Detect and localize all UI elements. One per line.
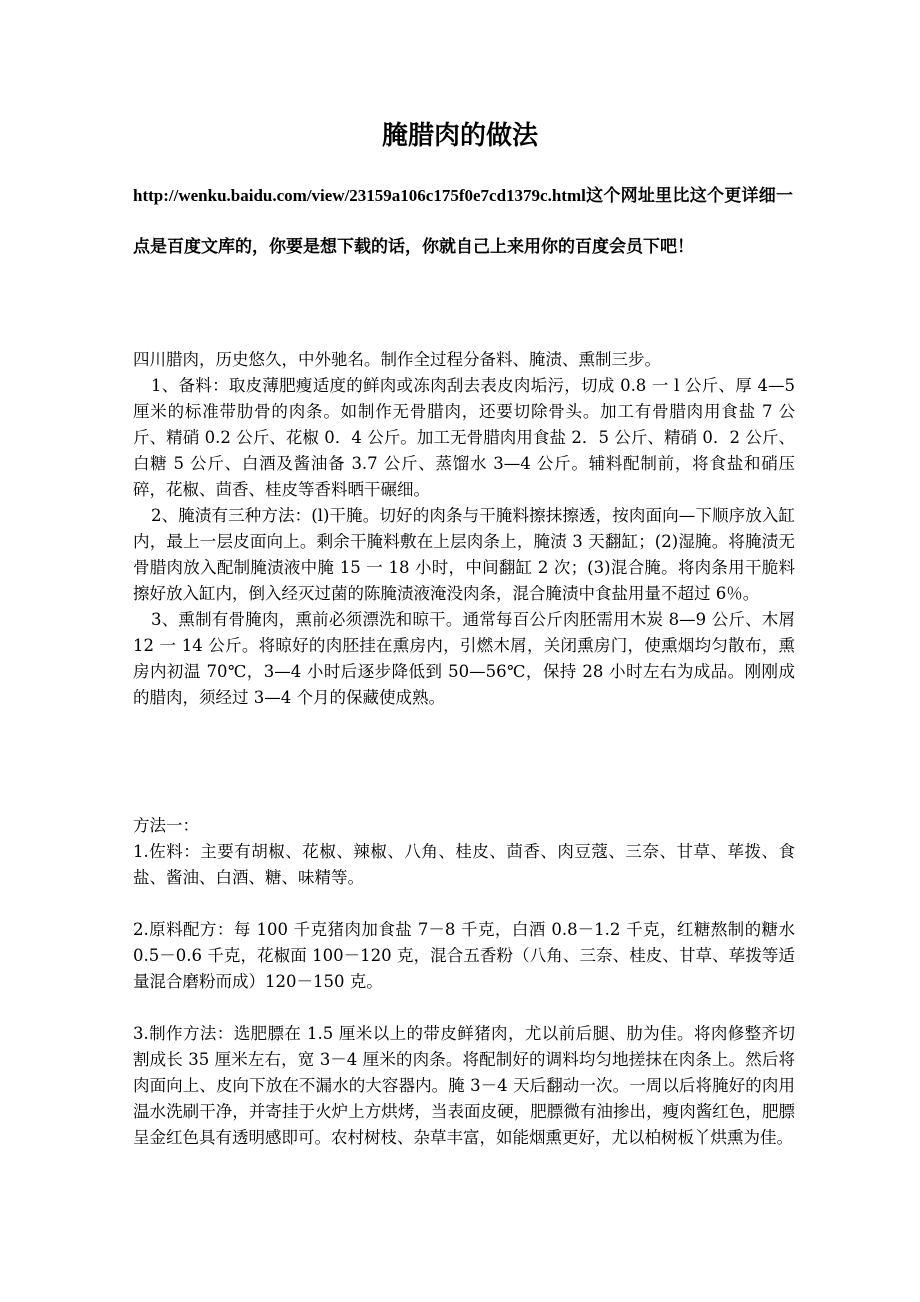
section-sichuan-bacon bbox=[133, 347, 795, 711]
method-one-seasoning: 1.佐料：主要有胡椒、花椒、辣椒、八角、桂皮、茴香、肉豆蔻、三奈、甘草、荜拨、食盐、酱油、白酒、糖、味精等。 bbox=[133, 842, 795, 887]
step-curing-methods: 2、腌渍有三种方法：(l)干腌。切好的肉条与干腌料擦抹擦透，按肉面向—下顺序放入缸内，最上一层皮面向上。剩余干腌料敷在上层肉条上，腌渍 3 天翻缸；(2)湿腌。将腌渍无骨腊肉放入配制腌渍液中腌 15 一 18 小时，中间翻缸 2 次；(3)混合腌。将肉条用干脆料擦好放入缸内，倒入经灭过菌的陈腌渍液淹没肉条，混合腌渍中食盐用量不超过 6％。 bbox=[133, 506, 795, 603]
paragraph-spacer bbox=[133, 891, 795, 917]
source-url-link[interactable]: http://wenku.baidu.com/view/23159a106c175f0e7cd1379c.html bbox=[133, 186, 586, 205]
intro-text: 这个网址里比这个更详细一点是百度文库的，你要是想下载的话，你就自己上来用你的百度会员下吧！ bbox=[133, 186, 793, 257]
document-title: 腌腊肉的做法 bbox=[381, 121, 538, 151]
section-method-one bbox=[133, 813, 795, 1151]
method-one-heading: 方法一： bbox=[133, 816, 199, 835]
method-one-procedure: 3.制作方法：选肥膘在 1.5 厘米以上的带皮鲜猪肉，尤以前后腿、肋为佳。将肉修整齐切割成长 35 厘米左右，宽 3－4 厘米的肉条。将配制好的调料均匀地搓抹在肉条上。然后将肉面向上、皮向下放在不漏水的大容器内。腌 3－4 天后翻动一次。一周以后将腌好的肉用温水洗刷干净，并寄挂于火炉上方烘烤，当表面皮硬，肥膘微有油掺出，瘦肉酱红色，肥膘呈金红色具有透明感即可。农村树枝、杂草丰富，如能烟熏更好，尤以柏树板丫烘熏为佳。 bbox=[133, 1024, 795, 1147]
section-a-intro: 四川腊肉，历史悠久，中外驰名。制作全过程分备料、腌渍、熏制三步。 bbox=[133, 350, 661, 369]
paragraph-spacer bbox=[133, 995, 795, 1021]
method-one-recipe: 2.原料配方：每 100 千克猪肉加食盐 7－8 千克，白酒 0.8－1.2 千克，红糖熬制的糖水 0.5－0.6 千克，花椒面 100－120 克，混合五香粉（八角、三奈、桂皮、甘草、荜拨等适量混合磨粉而成）120－150 克。 bbox=[133, 920, 795, 991]
step-smoking: 3、熏制有骨腌肉，熏前必须漂洗和晾干。通常每百公斤肉胚需用木炭 8—9 公斤、木屑 12 一 14 公斤。将晾好的肉胚挂在熏房内，引燃木屑，关闭熏房门，使熏烟均匀散布，熏房内初温 70℃，3—4 小时后逐步降低到 50—56℃，保持 28 小时左右为成品。刚刚成的腊肉，须经过 3—4 个月的保藏使成熟。 bbox=[133, 610, 795, 707]
intro-paragraph bbox=[133, 170, 793, 273]
step-prepare-materials: 1、备料：取皮薄肥瘦适度的鲜肉或冻肉刮去表皮肉垢污，切成 0.8 一 l 公斤、厚 4—5 厘米的标准带肋骨的肉条。如制作无骨腊肉，还要切除骨头。加工有骨腊肉用食盐 7 公斤、精硝 0.2 公斤、花椒 0．4 公斤。加工无骨腊肉用食盐 2．5 公斤、精硝 0．2 公斤、白糖 5 公斤、白酒及酱油备 3.7 公斤、蒸馏水 3—4 公斤。辅料配制前，将食盐和硝压碎，花椒、茴香、桂皮等香料晒干碾细。 bbox=[133, 376, 795, 499]
